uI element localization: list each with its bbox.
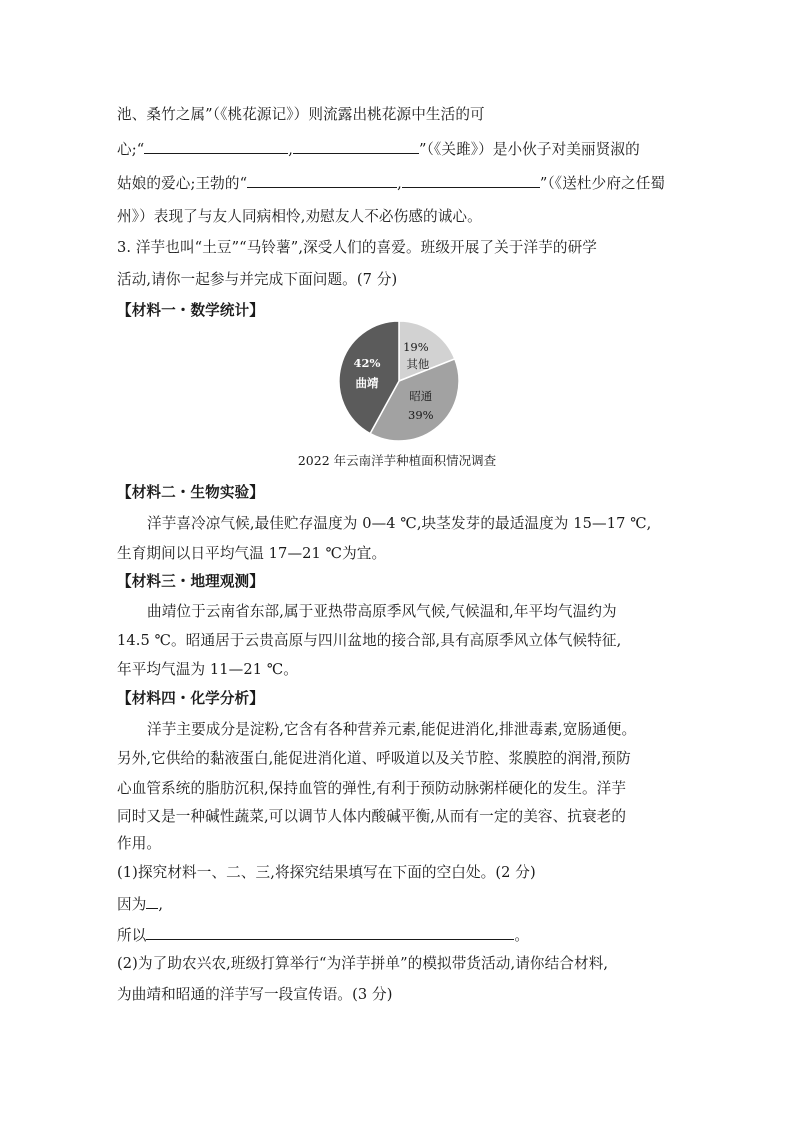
answer-line-because [117,894,163,915]
answer-blank[interactable] [247,173,397,188]
text-segment: 所以 [117,927,147,944]
text-line: 池、桑竹之属”（《桃花源记》）则流露出桃花源中生活的可 [117,106,485,123]
pie-percent-label: 42% [353,355,381,370]
text-segment: , [158,896,164,913]
material-4-text: 另外,它供给的黏液蛋白,能促进消化道、呼吸道以及关节腔、浆膜腔的润滑,预防 [117,750,631,767]
question-2: 为曲靖和昭通的洋芋写一段宣传语。(3 分) [117,986,393,1003]
text-segment: 因为 [117,896,147,913]
text-line-with-blanks [117,173,665,194]
material-4-text: 心血管系统的脂肪沉积,保持血管的弹性,有利于预防动脉粥样硬化的发生。洋芋 [117,780,627,797]
pie-percent-label: 39% [408,407,434,422]
text-line-with-blanks [117,139,640,160]
pie-chart [336,318,462,444]
question-3-stem: 3. 洋芋也叫“土豆”“马铃薯”,深受人们的喜爱。班级开展了关于洋芋的研学 [117,239,597,256]
answer-blank[interactable] [144,139,288,154]
answer-blank[interactable] [146,894,158,909]
question-2: (2)为了助农兴农,班级打算举行“为洋芋拼单”的模拟带货活动,请你结合材料, [117,955,609,972]
text-segment: 心;“ [117,141,145,158]
answer-blank[interactable] [146,925,514,940]
pie-percent-label: 19% [403,340,429,355]
question-1: (1)探究材料一、二、三,将探究结果填写在下面的空白处。(2 分) [117,864,536,881]
text-segment: , [288,141,294,158]
pie-category-label: 曲靖 [355,375,379,390]
material-4-title: 【材料四・化学分析】 [117,690,264,707]
text-segment: , [397,175,402,192]
pie-category-label: 昭通 [409,388,433,403]
pie-category-label: 其他 [406,357,430,372]
text-segment: 。 [514,927,530,944]
material-3-text: 曲靖位于云南省东部,属于亚热带高原季风气候,气候温和,年平均气温约为 [147,603,617,620]
answer-line-so [117,925,529,946]
text-segment: ”（《关雎》）是小伙子对美丽贤淑的 [419,141,640,158]
material-4-text: 洋芋主要成分是淀粉,它含有各种营养元素,能促进消化,排泄毒素,宽肠通便。 [147,721,637,738]
answer-blank[interactable] [402,173,540,188]
text-segment: ”（《送杜少府之任蜀 [539,175,666,192]
material-3-text: 年平均气温为 11—21 ℃。 [117,661,298,678]
material-3-text: 14.5 ℃。昭通居于云贵高原与四川盆地的接合部,具有高原季风立体气候特征, [117,632,622,649]
material-4-text: 同时又是一种碱性蔬菜,可以调节人体内酸碱平衡,从而有一定的美容、抗衰老的 [117,808,627,825]
material-3-title: 【材料三・地理观测】 [117,573,264,590]
material-2-text: 洋芋喜冷凉气候,最佳贮存温度为 0—4 ℃,块茎发芽的最适温度为 15—17 ℃, [147,515,652,532]
text-line: 州》）表现了与友人同病相怜,劝慰友人不必伤感的诚心。 [117,208,482,225]
chart-title: 2022 年云南洋芋种植面积情况调查 [297,453,497,468]
text-segment: 姑娘的爱心;王勃的“ [117,175,248,192]
material-2-text: 生育期间以日平均气温 17—21 ℃为宜。 [117,545,387,562]
question-3-stem: 活动,请你一起参与并完成下面问题。(7 分) [117,271,398,288]
material-1-title: 【材料一・数学统计】 [117,302,264,319]
material-2-title: 【材料二・生物实验】 [117,484,264,501]
material-4-text: 作用。 [117,835,162,852]
answer-blank[interactable] [293,139,419,154]
